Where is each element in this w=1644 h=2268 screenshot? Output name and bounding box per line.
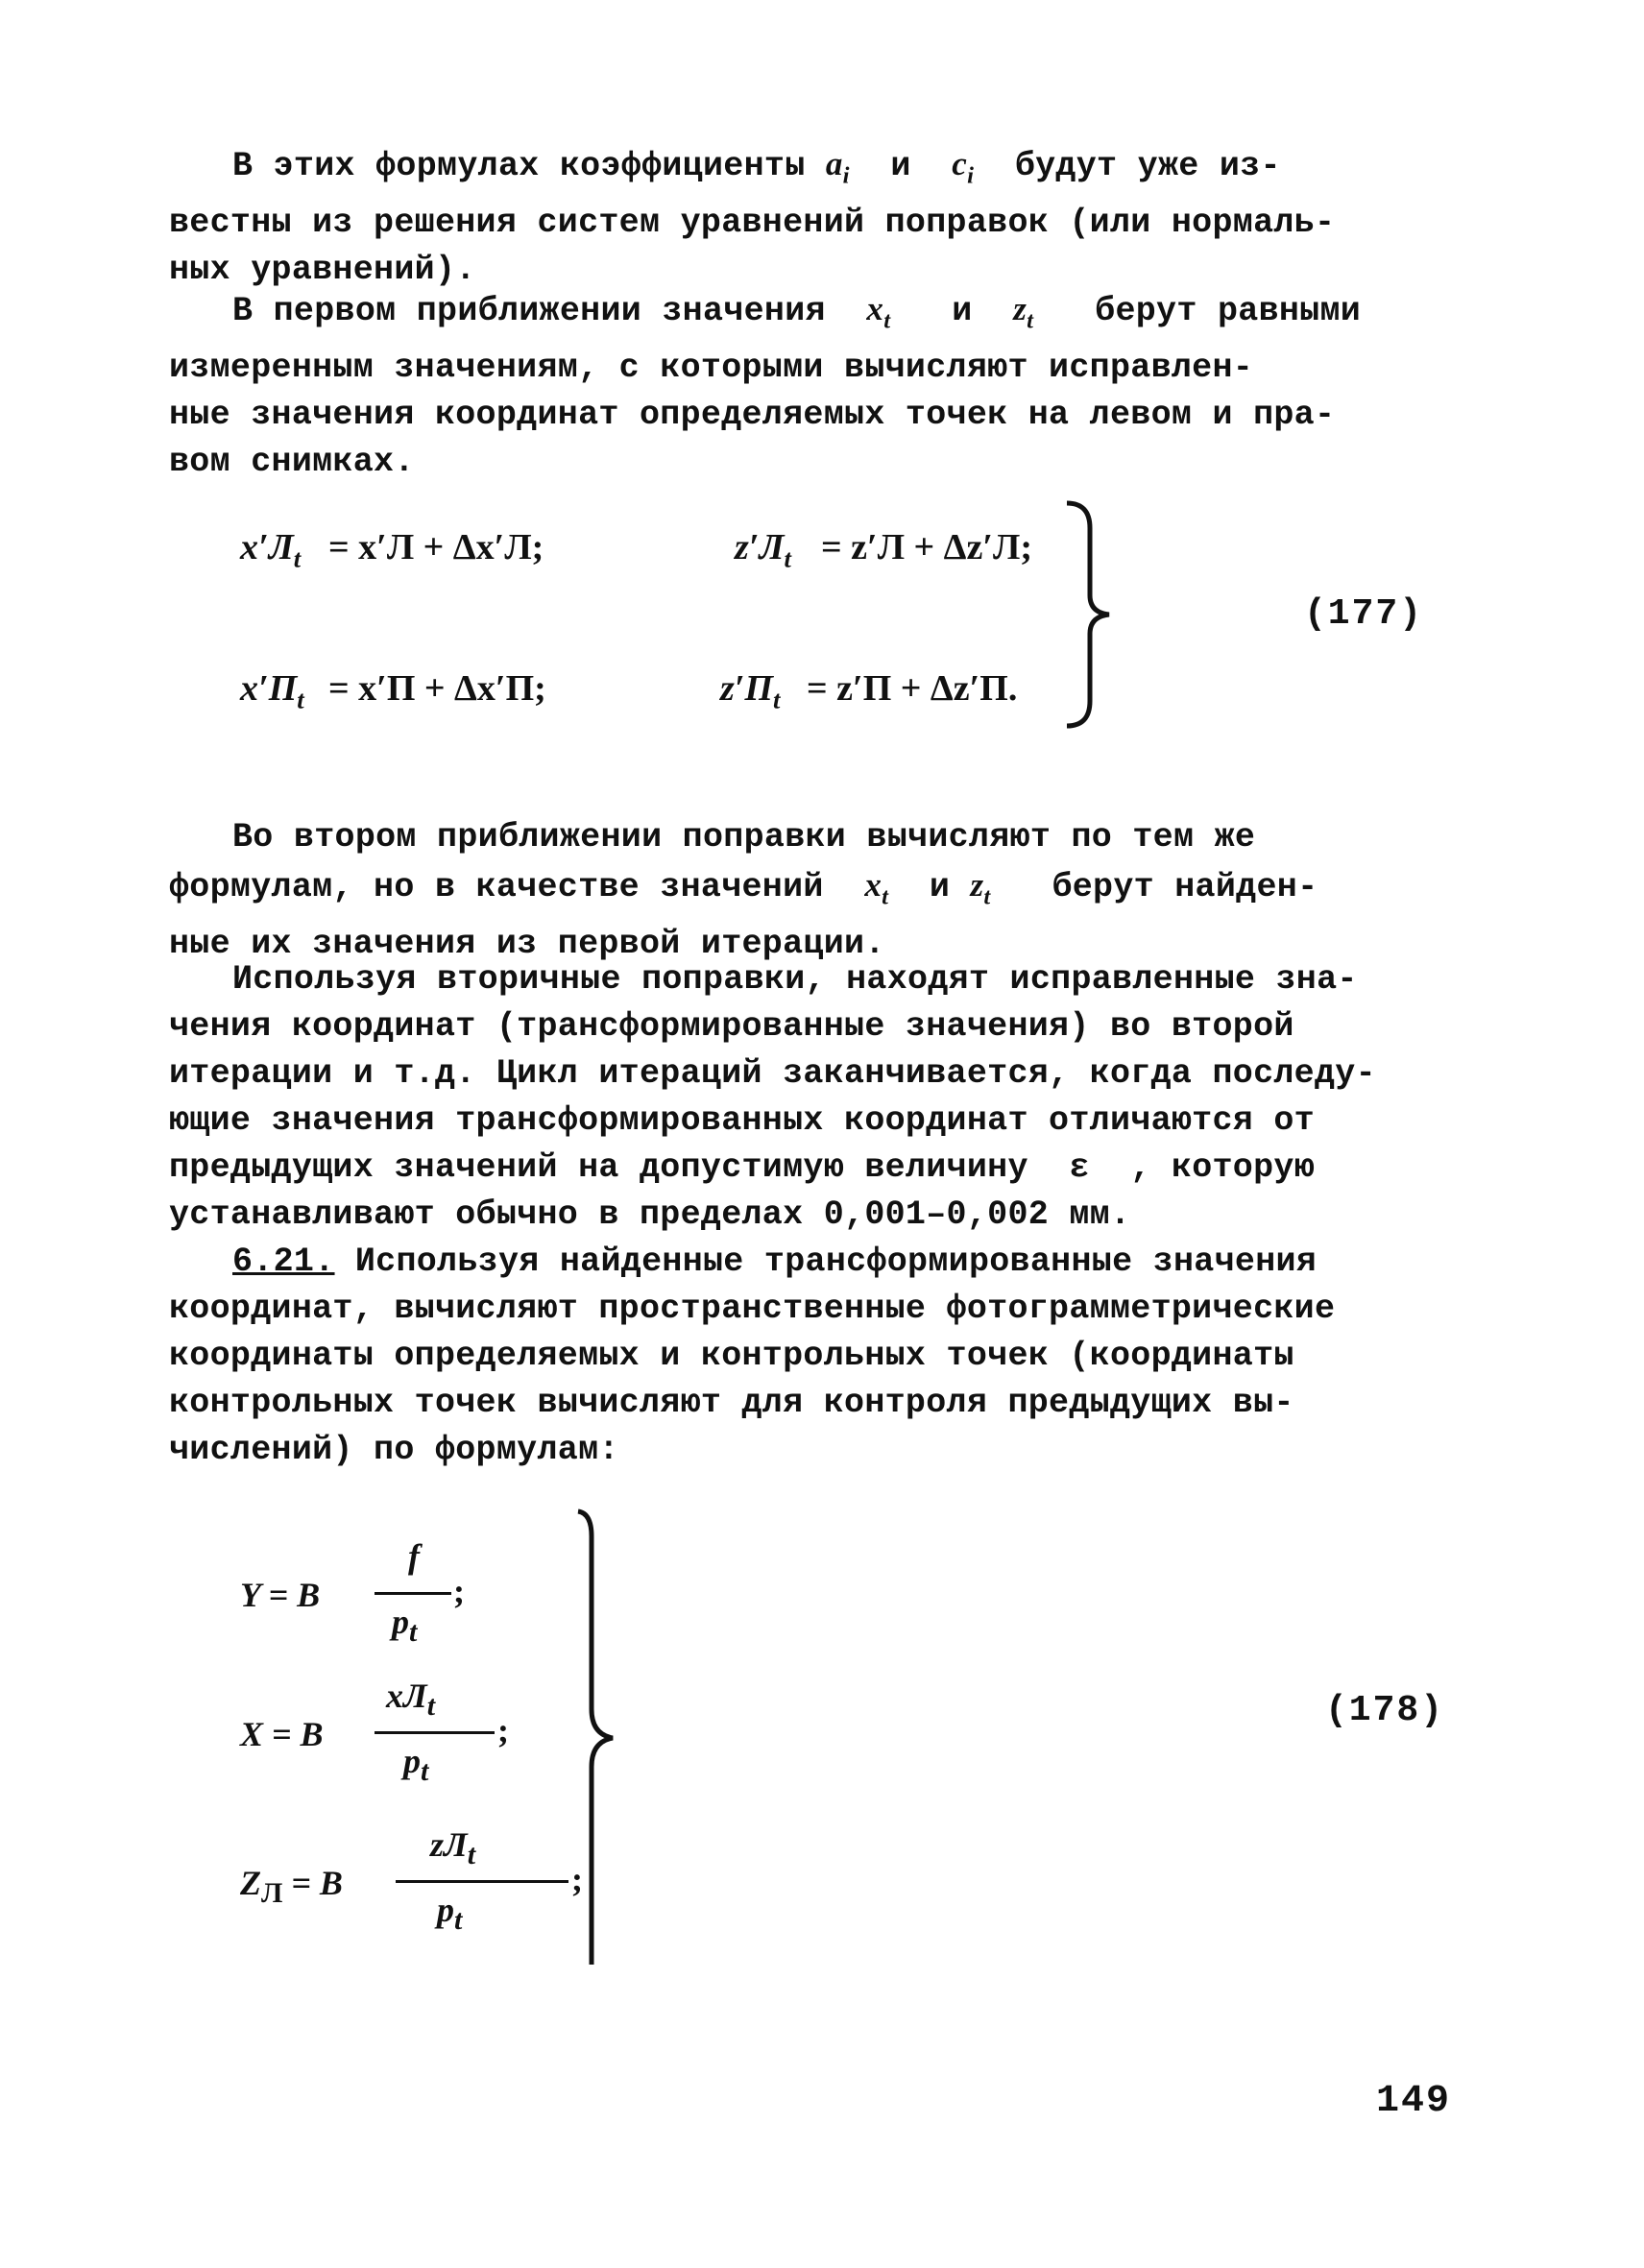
paragraph-2: В первом приближении значения $x_t$ и $z_t$ берут равными измеренным значениям, с которыми вычисляют исправлен- ные значения координат определяемых точек на левом и пра- вом снимках. <box>169 290 1362 481</box>
paragraph-1: В этих формулах коэффициенты $a_i$ и $c_i$ будут уже из- вестны из решения систем уравнений поправок (или нормаль- ных уравнений). <box>169 145 1336 289</box>
formula-177-row-1: $x'Л_t$ = x′Л + Δx′Л; $z'Л_t$ = z′Л + Δz′Л; <box>240 527 1033 573</box>
formula-177-row-2: $x'П_t$ = x′П + Δx′П; $z'П_t$ = z′П + Δz′П. <box>240 668 1018 714</box>
section-number: 6.21. <box>232 1243 335 1281</box>
var-a: $a_i$ <box>825 145 850 189</box>
p1-text: В этих формулах коэффициенты <box>232 147 806 185</box>
equation-number-178: (178) <box>1325 1690 1445 1731</box>
formula-178 <box>240 1536 624 1988</box>
right-brace-178 <box>574 1508 632 1968</box>
equation-number-177: (177) <box>1304 593 1424 635</box>
right-brace-177 <box>1061 499 1119 730</box>
formula-177 <box>240 519 1104 759</box>
paragraph-3: Во втором приближении поправки вычисляют по тем же формулам, но в качестве значений $x_t$ и $z_t$ берут найден- ные их значения из первой итерации. <box>169 818 1318 963</box>
var-x-t: $x_t$ <box>866 290 891 334</box>
var-z-t: $z_t$ <box>1013 290 1034 334</box>
page-number: 149 <box>1376 2080 1452 2123</box>
var-c: $c_i$ <box>952 145 975 189</box>
formula-178-row-y: Y = B f $p_t$ ; <box>240 1537 465 1649</box>
paragraph-4: Используя вторичные поправки, находят исправленные зна- чения координат (трансформированные значения) во второй итерации и т.д. Цикл итераций заканчивается, когда последу- ющие значения трансформированных координат отличаются от предыдущих значений на допустимую величину ε , которую устанавливают обычно в пределах 0,001–0,002 мм. <box>169 960 1376 1234</box>
formula-178-row-x: X = B $xЛ_t$ $p_t$ ; <box>240 1677 509 1788</box>
formula-178-row-z: $Z_Л = B$ $zЛ_t$ $p_t$ ; <box>240 1825 583 1937</box>
paragraph-5: 6.21. Используя найденные трансформированные значения координат, вычисляют пространственные фотограмметрические координаты определяемых и контрольных точек (координаты контрольных точек вычисляют для контроля предыдущих вы- числений) по формулам: <box>169 1243 1336 1469</box>
